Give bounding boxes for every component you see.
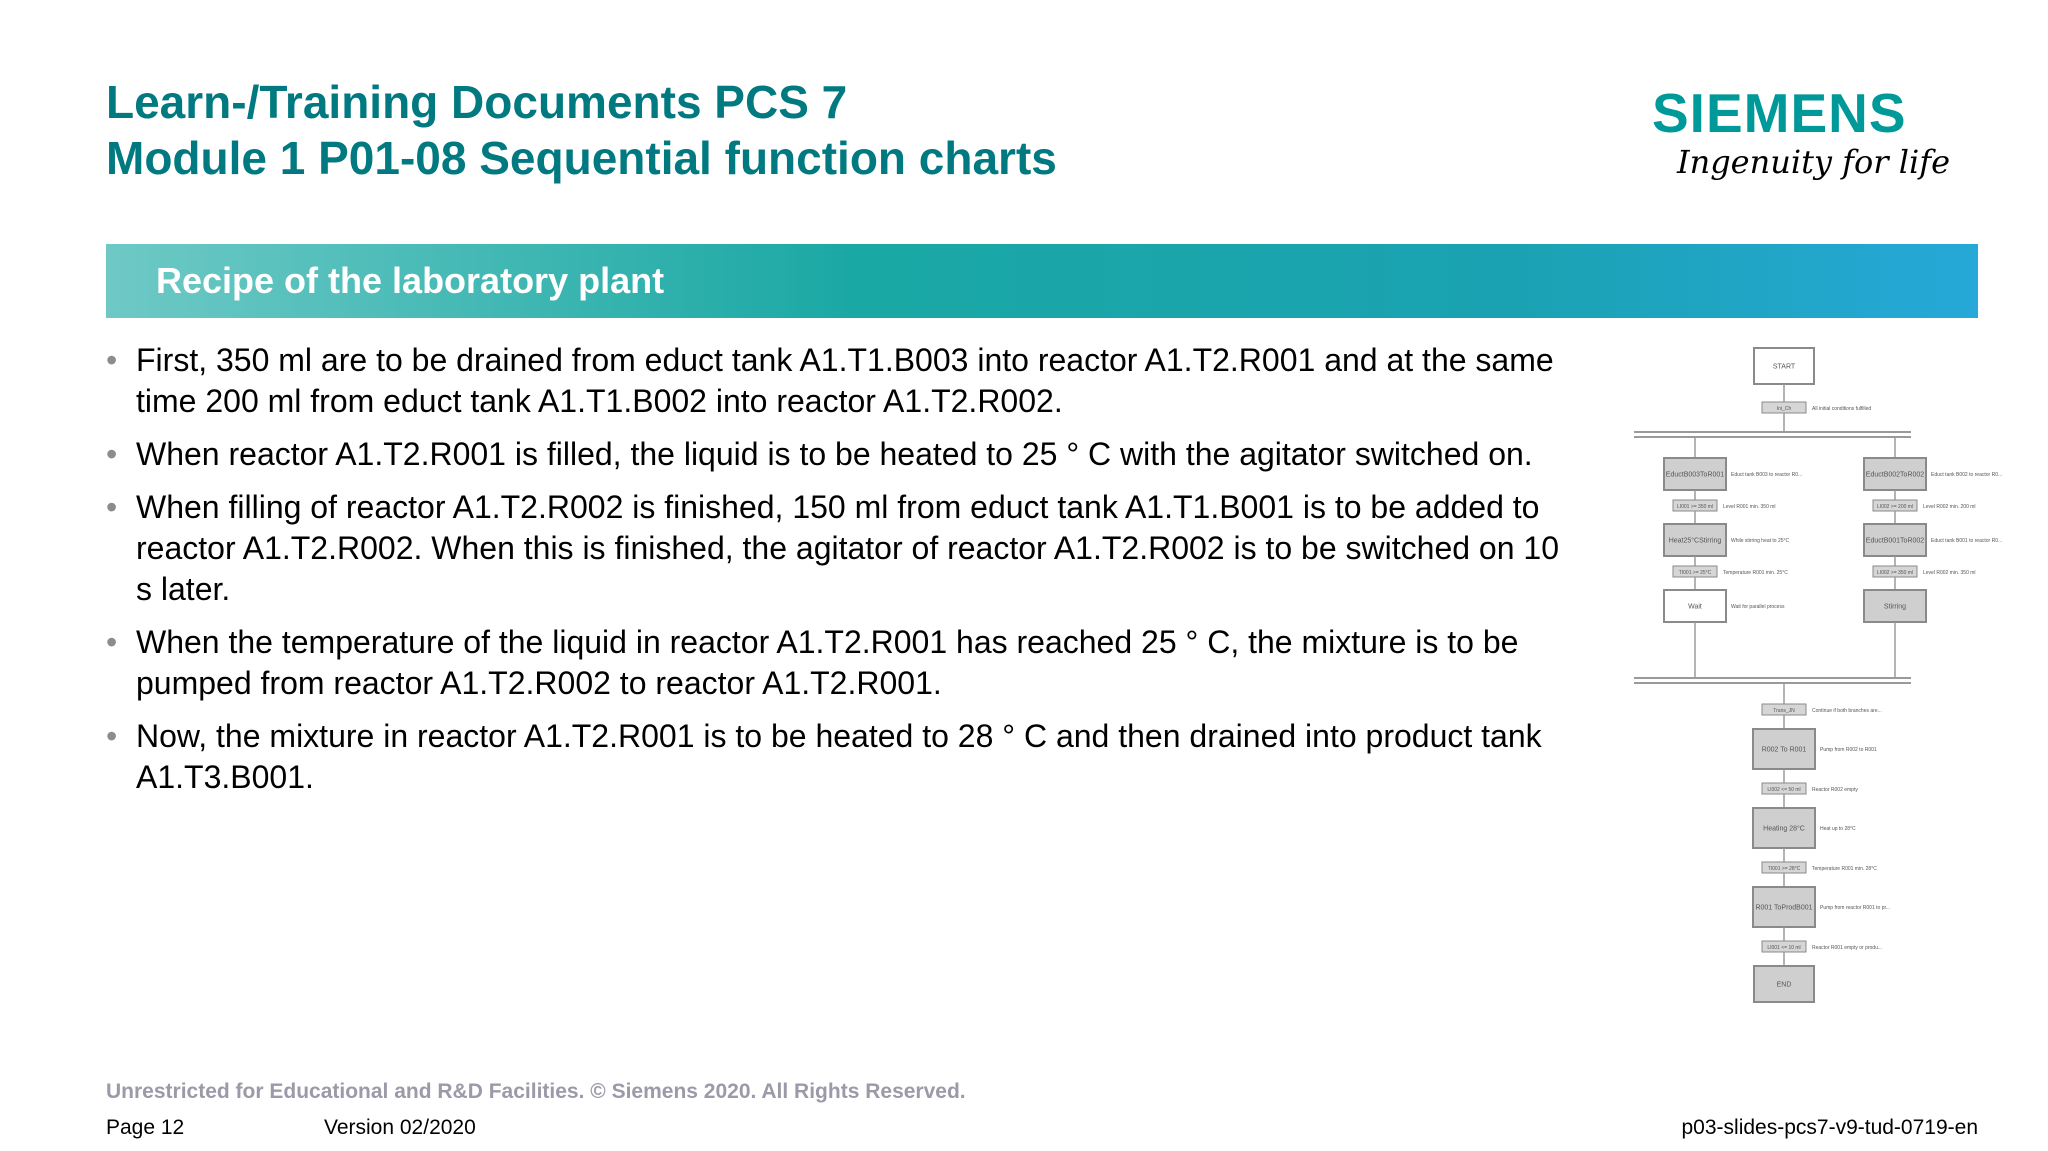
sfc-init-transition-label: Ini_Ch bbox=[1776, 406, 1792, 412]
document-subtitle: Module 1 P01-08 Sequential function charts bbox=[106, 132, 1057, 184]
sfc-end-step-label: END bbox=[1776, 981, 1792, 989]
siemens-logo bbox=[1652, 84, 1952, 194]
sfc-left-branch-step-label: Heat25°CStirring bbox=[1668, 537, 1722, 545]
sfc-tail-step-label: R001 ToProdB001 bbox=[1755, 904, 1813, 912]
document-title: Learn-/Training Documents PCS 7 bbox=[106, 76, 848, 128]
bullet-item: • Now, the mixture in reactor A1.T2.R001 is to be heated to 28 ° C and then drained into product tank A1.T3.B001. bbox=[106, 716, 1566, 798]
bullet-item: • First, 350 ml are to be drained from educt tank A1.T1.B003 into reactor A1.T2.R001 and at the same time 200 ml from educt tank A1.T1.B002 into reactor A1.T2.R002. bbox=[106, 340, 1566, 422]
sfc-diagram-svg bbox=[1634, 340, 2004, 1040]
section-heading: Recipe of the laboratory plant bbox=[156, 260, 665, 301]
sfc-right-branch-transition-label: LI002 >= 350 ml bbox=[1876, 570, 1914, 576]
sfc-tail-step-label: R002 To R001 bbox=[1761, 746, 1807, 754]
sfc-right-branch-step-label: EductB001ToR002 bbox=[1865, 537, 1925, 545]
sfc-tail-step-comment: Heat up to 28°C bbox=[1820, 826, 1856, 832]
recipe-bullet-list bbox=[106, 340, 1566, 810]
logo-tagline: Ingenuity for life bbox=[1676, 143, 1950, 181]
sfc-left-branch-transition-comment: Temperature R001 min. 25°C bbox=[1723, 570, 1788, 576]
bullet-item: • When filling of reactor A1.T2.R002 is finished, 150 ml from educt tank A1.T1.B001 is to be added to reactor A1.T2.R002. When this is finished, the agitator of reactor A1.T2.R002 is to be switched on 10 s later. bbox=[106, 487, 1566, 610]
sfc-start-step-label: START bbox=[1772, 363, 1796, 371]
sfc-left-branch-transition-comment: Level R001 min. 350 ml bbox=[1723, 504, 1776, 510]
sfc-left-branch-transition-label: TI001 >= 25°C bbox=[1678, 570, 1712, 576]
sfc-tail-transition-label: LI001 <= 10 ml bbox=[1767, 945, 1801, 951]
footer-disclaimer: Unrestricted for Educational and R&D Facilities. © Siemens 2020. All Rights Reserved. bbox=[106, 1080, 966, 1103]
sfc-right-branch-transition-comment: Level R002 min. 350 ml bbox=[1923, 570, 1976, 576]
bullet-item: • When the temperature of the liquid in reactor A1.T2.R001 has reached 25 ° C, the mixture is to be pumped from reactor A1.T2.R002 to reactor A1.T2.R001. bbox=[106, 622, 1566, 704]
footer-document-id: p03-slides-pcs7-v9-tud-0719-en bbox=[1681, 1116, 1978, 1139]
sfc-right-branch-step-comment: Educt tank B001 to reactor R0... bbox=[1931, 538, 2003, 544]
sfc-right-branch-step-label: Stirring bbox=[1883, 603, 1907, 611]
sfc-right-branch-step-label: EductB002ToR002 bbox=[1865, 471, 1925, 479]
sfc-join-transition-comment: Continue if both branches are... bbox=[1812, 708, 1882, 714]
sfc-init-transition-comment: All initial conditions fulfilled bbox=[1812, 406, 1872, 412]
sfc-left-branch-step-comment: Educt tank B003 to reactor R0... bbox=[1731, 472, 1803, 478]
sfc-tail-transition-label: TI001 >= 28°C bbox=[1767, 866, 1801, 872]
logo-wordmark: SIEMENS bbox=[1652, 82, 1907, 144]
section-banner bbox=[106, 244, 1978, 318]
sfc-join-transition-label: Trans_JN bbox=[1773, 708, 1795, 714]
sfc-right-branch-transition-label: LI002 >= 200 ml bbox=[1876, 504, 1914, 510]
footer-page-number: Page 12 bbox=[106, 1116, 185, 1139]
sfc-tail-transition-comment: Reactor R002 empty bbox=[1812, 787, 1858, 793]
sfc-left-branch-step-label: EductB003ToR001 bbox=[1665, 471, 1725, 479]
sfc-left-branch-step-label: Wait bbox=[1688, 603, 1702, 611]
sfc-tail-step-comment: Pump from reactor R001 to pr... bbox=[1820, 905, 1891, 911]
sfc-left-branch-transition-label: LI001 >= 350 ml bbox=[1676, 504, 1714, 510]
bullet-item: • When reactor A1.T2.R001 is filled, the liquid is to be heated to 25 ° C with the agitator switched on. bbox=[106, 434, 1566, 475]
sfc-tail-transition-comment: Temperature R001 min. 28°C bbox=[1812, 866, 1877, 872]
sfc-diagram bbox=[1634, 340, 2004, 1040]
sfc-left-branch-step-comment: While stirring heat to 25°C bbox=[1731, 538, 1790, 544]
sfc-tail-step-comment: Pump from R002 to R001 bbox=[1820, 747, 1877, 753]
sfc-left-branch-step-comment: Wait for parallel process bbox=[1731, 604, 1785, 610]
sfc-right-branch-step-comment: Educt tank B002 to reactor R0... bbox=[1931, 472, 2003, 478]
sfc-right-branch-transition-comment: Level R002 min. 200 ml bbox=[1923, 504, 1976, 510]
sfc-tail-step-label: Heating 28°C bbox=[1763, 825, 1805, 833]
sfc-tail-transition-label: LI002 <= 50 ml bbox=[1767, 787, 1801, 793]
footer-version: Version 02/2020 bbox=[324, 1116, 476, 1139]
sfc-tail-transition-comment: Reactor R001 empty or produ... bbox=[1812, 945, 1883, 951]
